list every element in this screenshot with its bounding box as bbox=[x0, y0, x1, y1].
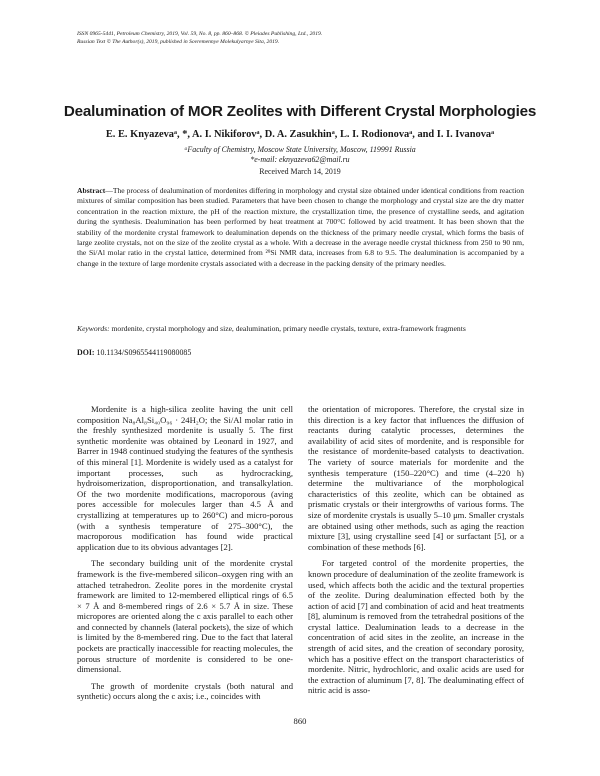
abstract bbox=[77, 186, 524, 269]
body-paragraph: The secondary building unit of the mordenite crystal framework is the five-membered silicon–oxygen ring with an attached tetrahedron. Zeolite pores in the mordenite crystal framework are limited to 12-membered elliptical rings of 6.5 × 7 Å and 8-membered rings of 2.6 × 5.7 Å in size. These micropores are oriented along the c axis parallel to each other and connected by channels (lateral pockets), the size of which is limited by the 8-membered ring. Due to the fact that lateral pockets are practically inaccessible for reacting molecules, the porous structure of mordenite is considered to be one-dimensional. bbox=[77, 558, 293, 675]
affiliation-block bbox=[40, 145, 560, 165]
article-title: Dealumination of MOR Zeolites with Different Crystal Morphologies bbox=[63, 103, 537, 120]
keywords bbox=[77, 324, 524, 334]
abstract-text: —The process of dealumination of mordenites differing in morphology and crystal size obtained under identical conditions from reaction mixtures of similar composition has been studied. Parameters that have been chosen to change the morphology and crystal size are the dry matter concentration in the reaction mixture, the pH of the reaction mixture, the crystallization time, the presence of crystalline seeds, and agitation during the synthesis. Dealumination has been performed by heat treatment at 700°C followed by acid treatment. It has been shown that the stability of the mordenite crystal framework to dealumination depends on the thickness of the primary needle crystal, which forms the basis of large zeolite crystals, not on the size of the zeolite crystal as a whole. With a decrease in the average needle crystal thickness from 250 to 90 nm, the Si/Al molar ratio in the crystal lattice, determined from ²⁹Si NMR data, increases from 6.8 to 9.5. The dealumination is accompanied by a change in the texture of large mordenite crystals associated with a decrease in the packing density of the primary needles. bbox=[77, 186, 524, 268]
russian-text-line: Russian Text © The Author(s), 2019, published in Sovremennye Molekulyarnye Sita, 2019. bbox=[77, 39, 280, 45]
body-column-left bbox=[77, 404, 293, 708]
body-paragraph: For targeted control of the mordenite properties, the known procedure of dealumination of the zeolite framework is used, which affects both the acidic and the textural properties of the zeolite. During dealumination effected both by the action of acid [7] and combination of acid and heat treatments [8], aluminum is removed from the tetrahedral positions of the crystal lattice. Dealumination leads to a decrease in the concentration of acid sites in the zeolite, an increase in the strength of acid sites, and the creation of secondary porosity, which has a positive effect on the transport characteristics of mordenite. Nitric, hydrochloric, and oxalic acids are used for the extraction of aluminum [7, 8]. The dealuminating effect of nitric acid is asso- bbox=[308, 558, 524, 696]
page-number: 860 bbox=[293, 716, 307, 726]
doi bbox=[77, 348, 524, 357]
doi-value: 10.1134/S0965544119080085 bbox=[94, 348, 192, 357]
abstract-label: Abstract bbox=[77, 186, 106, 195]
author-list: E. E. Knyazevaᵃ, *, A. I. Nikiforovᵃ, D. A. Zasukhinᵃ, L. I. Rodionovaᵃ, and I. I. Ivanovaᵃ bbox=[105, 129, 495, 140]
body-paragraph: Mordenite is a high-silica zeolite having the unit cell composition Na₈Al₈Si₄₀O₉₆ · 24H₂O; the Si/Al molar ratio in the freshly synthesized mordenite is usually 5. The first synthetic mordenite was obtained by Leonard in 1927, and Barrer in 1948 continued studying the features of the synthesis of this mineral [1]. Mordenite is widely used as a catalyst for important processes, such as hydrocracking, hydroisomerization, disproportionation, and transalkylation. Of the two mordenite modifications, macroporous (aving pores accessible for molecules larger than 4.5 Å and crystallizing at temperatures up to 260°C) and micro-porous (with a synthesis temperature of 275–300°C), the macroporous modification has found wide practical application due to its obvious advantages [2]. bbox=[77, 404, 293, 552]
keywords-label: Keywords: bbox=[77, 324, 110, 333]
affiliation: ᵃFaculty of Chemistry, Moscow State University, Moscow, 119991 Russia bbox=[184, 145, 416, 154]
body-column-right bbox=[308, 404, 524, 702]
keywords-text: mordenite, crystal morphology and size, dealumination, primary needle crystals, texture, extra-framework fragments bbox=[109, 324, 466, 333]
corresponding-email: *e-mail: eknyazeva62@mail.ru bbox=[250, 155, 350, 164]
journal-citation-line: ISSN 0965-5441, Petroleum Chemistry, 2019, Vol. 59, No. 8, pp. 860–868. © Pleiades Publishing, Ltd., 2019. bbox=[77, 31, 323, 37]
body-paragraph: the orientation of micropores. Therefore, the crystal size in this direction is a key factor that influences the diffusion of reactants during catalytic processes, determines the availability of acid sites of mordenite, and is responsible for the resistance of mordenite-based catalysts to deactivation. The variety of source materials for mordenite and the synthesis temperature (150–220°C) and time (4–220 h) determine the multivariance of the morphological characteristics of this zeolite, which can be obtained as prismatic crystals or their intergrowths of various forms. The size of mordenite crystals is usually 5–10 μm. Smaller crystals are obtained using other methods, such as aging the reaction mixture [3], using crystalline seed [4] or surfactant [5], or a combination of these methods [6]. bbox=[308, 404, 524, 552]
journal-header bbox=[77, 30, 537, 46]
body-paragraph: The growth of mordenite crystals (both natural and synthetic) occurs along the c axis; i.e., coincides with bbox=[77, 680, 293, 702]
received-date: Received March 14, 2019 bbox=[259, 167, 341, 176]
doi-label: DOI: bbox=[77, 348, 95, 357]
